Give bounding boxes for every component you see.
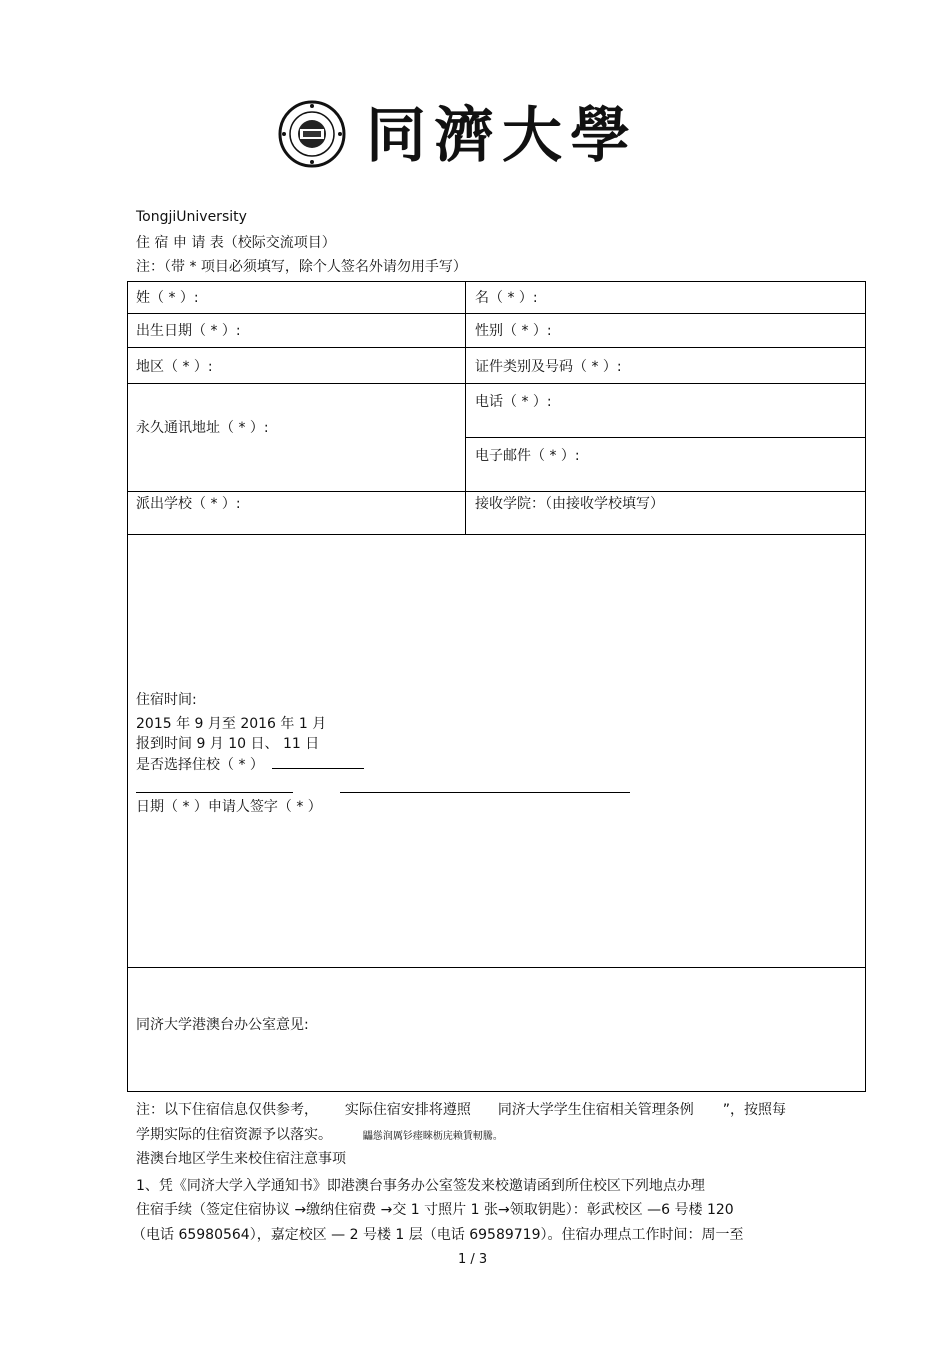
sending-school-field[interactable]: 派出学校（ * ）:	[136, 496, 241, 512]
form-note: 注：（带 * 项目必须填写，除个人签名外请勿用手写）	[136, 259, 467, 275]
email-field[interactable]: 电子邮件（ * ）:	[475, 448, 580, 464]
item1-line3: （电话 65980564），嘉定校区 — 2 号楼 1 层（电话 69589719）。住宿办理点工作时间：周一至	[132, 1227, 744, 1243]
stay-period-label: 住宿时间:	[136, 692, 197, 708]
gender-field[interactable]: 性别（ * ）:	[475, 323, 552, 339]
date-signature-line[interactable]	[136, 792, 293, 793]
note-part-c: 同济大学学生住宿相关管理条例	[497, 1102, 694, 1118]
stay-period-value: 2015 年 9 月至 2016 年 1 月	[136, 716, 327, 732]
permanent-address-field[interactable]: 永久通讯地址（ * ）:	[136, 420, 269, 436]
note-line-2-text: 学期实际的住宿资源予以落实。	[136, 1127, 332, 1143]
note-line-1	[136, 1099, 786, 1119]
item1-line2: 住宿手续（签定住宿协议 →缴纳住宿费 →交 1 寸照片 1 张→领取钥匙）：彰武校区 —6 号楼 120	[136, 1202, 734, 1218]
choose-stay-field[interactable]	[136, 754, 364, 774]
form-title: 住 宿 申 请 表（校际交流项目）	[136, 235, 336, 251]
note-line-2	[136, 1124, 503, 1144]
date-signature-label: 日期（ * ）申请人签字（ * ）	[136, 799, 322, 815]
university-logo	[278, 96, 658, 176]
applicant-signature-line[interactable]	[340, 792, 630, 793]
id-type-number-field[interactable]: 证件类别及号码（ * ）:	[475, 359, 622, 375]
birth-date-field[interactable]: 出生日期（ * ）:	[136, 323, 241, 339]
logo-calligraphy: 同濟大學	[366, 101, 638, 171]
item1-line1: 1、凭《同济大学入学通知书》即港澳台事务办公室签发来校邀请函到所住校区下列地点办理	[136, 1178, 705, 1194]
university-seal-icon	[278, 100, 346, 168]
registration-time: 报到时间 9 月 10 日、 11 日	[136, 736, 320, 752]
choose-stay-blank[interactable]	[272, 756, 364, 769]
region-field[interactable]: 地区（ * ）:	[136, 359, 213, 375]
university-name-en: TongjiUniversity	[136, 209, 247, 225]
note-line-2-small: 鼺慫润厲钐瘗睞枥庑赖賃軔騰。	[362, 1131, 503, 1142]
note-part-d: ”，按照每	[722, 1102, 786, 1118]
receiving-college-field[interactable]: 接收学院：（由接收学校填写）	[475, 496, 664, 512]
choose-stay-label: 是否选择住校（ * ）	[136, 757, 264, 773]
note-part-a: 注：以下住宿信息仅供参考，	[136, 1102, 318, 1118]
application-form-table	[127, 281, 866, 1092]
office-opinion-field[interactable]: 同济大学港澳台办公室意见:	[136, 1017, 309, 1033]
surname-field[interactable]: 姓（ * ）:	[136, 290, 199, 306]
page-number: 1 / 3	[458, 1252, 488, 1267]
given-name-field[interactable]: 名（ * ）:	[475, 290, 538, 306]
section-title: 港澳台地区学生来校住宿注意事项	[136, 1151, 346, 1167]
phone-field[interactable]: 电话（ * ）:	[475, 394, 552, 410]
note-part-b: 实际住宿安排将遵照	[344, 1102, 471, 1118]
